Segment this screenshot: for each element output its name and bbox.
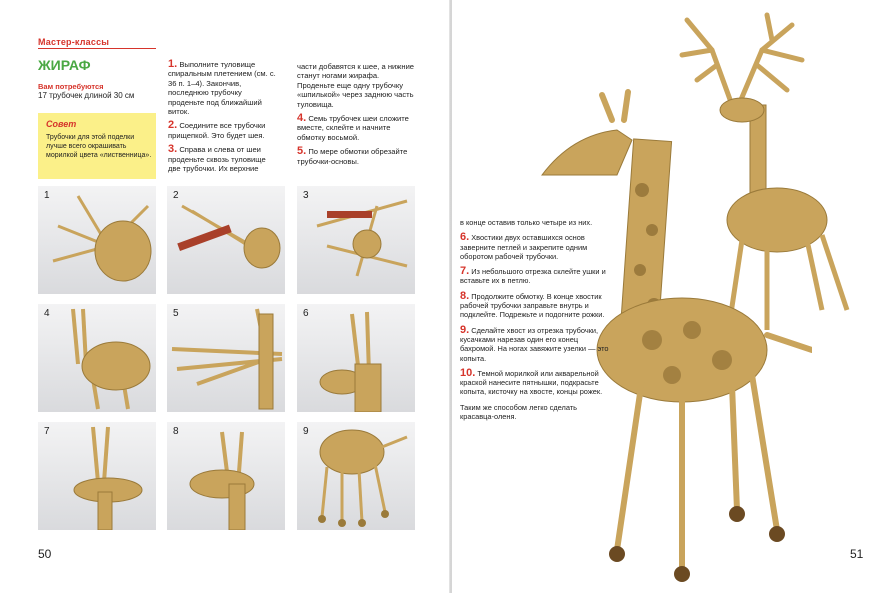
photo-step-2: 2 xyxy=(167,186,285,294)
materials-text: 17 трубочек длиной 30 см xyxy=(38,91,135,100)
section-rule xyxy=(38,48,156,49)
step-4: 4. Семь трубочек шеи сложите вместе, склейте и начните обмотку восьмой. xyxy=(297,112,409,142)
photo-step-3: 3 xyxy=(297,186,415,294)
instructions-column-2 xyxy=(297,62,415,171)
page-number-right: 51 xyxy=(850,547,864,561)
photo-step-6: 6 xyxy=(297,304,415,412)
tip-box xyxy=(38,113,156,179)
photo-step-4: 4 xyxy=(38,304,156,412)
photo-step-9: 9 xyxy=(297,422,415,530)
step-8: 8. Продолжите обмотку. В конце хвостик рабочей трубочки заправьте внутрь и подклейте. Подрежьте и подогните рожки. xyxy=(460,289,605,320)
step-9: 9. Сделайте хвост из отрезка трубочки, кусачками нарезав один его конец бахромой. На ногах завяжите узелки — это копыта. xyxy=(460,323,609,363)
step-10: 10. Темной морилкой или акварельной краской нанесите пятнышки, подкрасьте копыта, кисточку на хвосте, концы рожек. xyxy=(460,366,603,397)
right-page-instructions xyxy=(460,218,610,427)
step-5: 5. По мере обмотки обрезайте трубочки-основы. xyxy=(297,145,408,166)
page-number-left: 50 xyxy=(38,547,52,561)
step-2: 2. Соедините все трубочки прищепкой. Это будет шея. xyxy=(168,119,266,140)
materials-heading: Вам потребуются xyxy=(38,82,104,91)
photo-step-8: 8 xyxy=(167,422,285,530)
photo-step-7: 7 xyxy=(38,422,156,530)
section-label: Мастер-классы xyxy=(38,37,110,47)
step-6: 6. Хвостики двух оставшихся основ заверните петлей и закрепите одним оборотом рабочей трубочки. xyxy=(460,231,588,261)
instructions-column-1 xyxy=(168,60,280,178)
right-intro: в конце оставив только четыре из них. xyxy=(460,218,593,227)
step-3-continued: части добавятся к шее, а нижние станут ногами жирафа. Проденьте еще одну трубочку «шпилькой» через заднюю часть туловища. xyxy=(297,62,415,109)
page-title: ЖИРАФ xyxy=(38,57,91,73)
tip-text: Трубочки для этой поделки лучше всего окрашивать морилкой цвета «лиственница». xyxy=(46,134,152,159)
step-3: 3. Справа и слева от шеи проденьте сквозь туловище две трубочки. Их верхние xyxy=(168,143,266,174)
right-outro: Таким же способом легко сделать красавца-оленя. xyxy=(460,402,578,422)
photo-step-1: 1 xyxy=(38,186,156,294)
step-1: 1. Выполните туловище спиральным плетением (см. с. 36 п. 1–4). Закончив, последнюю трубочку проденьте под ближайший виток. xyxy=(168,58,276,117)
tip-heading: Совет xyxy=(46,119,77,129)
step-7: 7. Из небольшого отрезка склейте ушки и вставьте их в петлю. xyxy=(460,265,606,286)
photo-step-5: 5 xyxy=(167,304,285,412)
